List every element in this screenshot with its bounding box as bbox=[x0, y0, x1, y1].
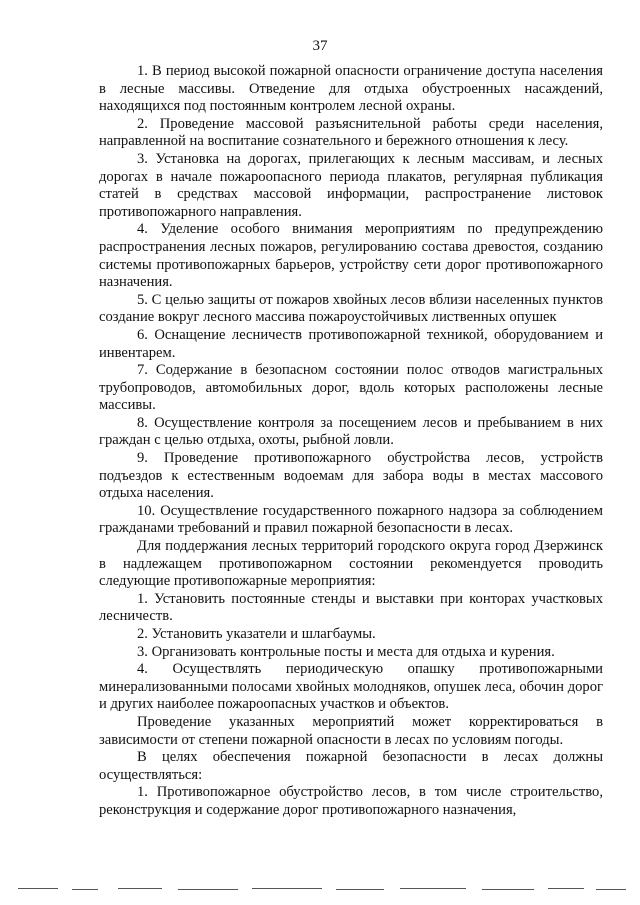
paragraph-6: 6. Оснащение лесничеств противопожарной техникой, оборудованием и инвентарем. bbox=[99, 326, 603, 361]
paragraph-12: 1. Установить постоянные стенды и выставки при конторах участковых лесничеств. bbox=[99, 590, 603, 625]
paragraph-7: 7. Содержание в безопасном состоянии полос отводов магистральных трубопроводов, автомобильных дорог, вдоль которых расположены лесные массивы. bbox=[99, 362, 603, 414]
paragraph-3: 3. Установка на дорогах, прилегающих к лесным массивам, и лесных дорогах в начале пожароопасного периода плакатов, регулярная публикация статей в средствах массовой информации, распространение листовок противопожарного направления. bbox=[99, 150, 603, 220]
paragraph-14: 3. Организовать контрольные посты и места для отдыха и курения. bbox=[137, 643, 555, 660]
scan-mark bbox=[482, 889, 534, 890]
paragraph-2: 2. Проведение массовой разъяснительной работы среди населения, направленной на воспитание сознательного и бережного отношения к лесу. bbox=[99, 115, 603, 150]
paragraph-18: 1. Противопожарное обустройство лесов, в том числе строительство, реконструкция и содержание дорог противопожарного назначения, bbox=[99, 784, 603, 818]
paragraph-17: В целях обеспечения пожарной безопасности в лесах должны осуществляться: bbox=[99, 749, 603, 783]
paragraph-8: 8. Осуществление контроля за посещением лесов и пребыванием в них граждан с целью отдыха, охоты, рыбной ловли. bbox=[99, 414, 603, 449]
scan-mark bbox=[72, 889, 98, 890]
paragraph-9: 9. Проведение противопожарного обустройства лесов, устройств подъездов к естественным водоемам для забора воды в местах массового отдыха населения. bbox=[99, 450, 603, 502]
document-body bbox=[99, 63, 603, 820]
page-number: 37 bbox=[312, 38, 328, 54]
paragraph-4: 4. Уделение особого внимания мероприятиям по предупреждению распространения лесных пожаров, регулированию состава древостоя, созданию системы противопожарных барьеров, устройству сети дорог противопожарного назначения. bbox=[99, 221, 603, 291]
scan-mark bbox=[336, 889, 384, 890]
scan-mark bbox=[178, 889, 238, 890]
paragraph-15: 4. Осуществлять периодическую опашку противопожарными минерализованными полосами хвойных молодняков, опушек леса, обочин дорог и других наиболее пожароопасных участков и объектов. bbox=[99, 661, 603, 713]
paragraph-13: 2. Установить указатели и шлагбаумы. bbox=[137, 626, 376, 642]
scan-mark bbox=[596, 889, 626, 890]
scan-artifact-strip bbox=[0, 885, 640, 905]
paragraph-16: Проведение указанных мероприятий может корректироваться в зависимости от степени пожарной опасности в лесах по условиям погоды. bbox=[99, 713, 603, 748]
paragraph-11: Для поддержания лесных территорий городского округа город Дзержинск в надлежащем противопожарном состоянии рекомендуется проводить следующие противопожарные мероприятия: bbox=[99, 538, 603, 590]
paragraph-5: 5. С целью защиты от пожаров хвойных лесов вблизи населенных пунктов создание вокруг лесного массива пожароустойчивых лиственных опушек bbox=[99, 291, 603, 326]
scan-mark bbox=[118, 888, 162, 889]
scan-mark bbox=[18, 888, 58, 889]
scan-mark bbox=[252, 888, 322, 889]
paragraph-10: 10. Осуществление государственного пожарного надзора за соблюдением гражданами требований и правил пожарной безопасности в лесах. bbox=[99, 502, 603, 537]
paragraph-1: 1. В период высокой пожарной опасности ограничение доступа населения в лесные массивы. Отведение для отдыха обустроенных насаждений, находящихся под постоянным контролем лесной охраны. bbox=[99, 63, 603, 115]
scan-mark bbox=[400, 888, 466, 889]
scan-mark bbox=[548, 888, 584, 889]
